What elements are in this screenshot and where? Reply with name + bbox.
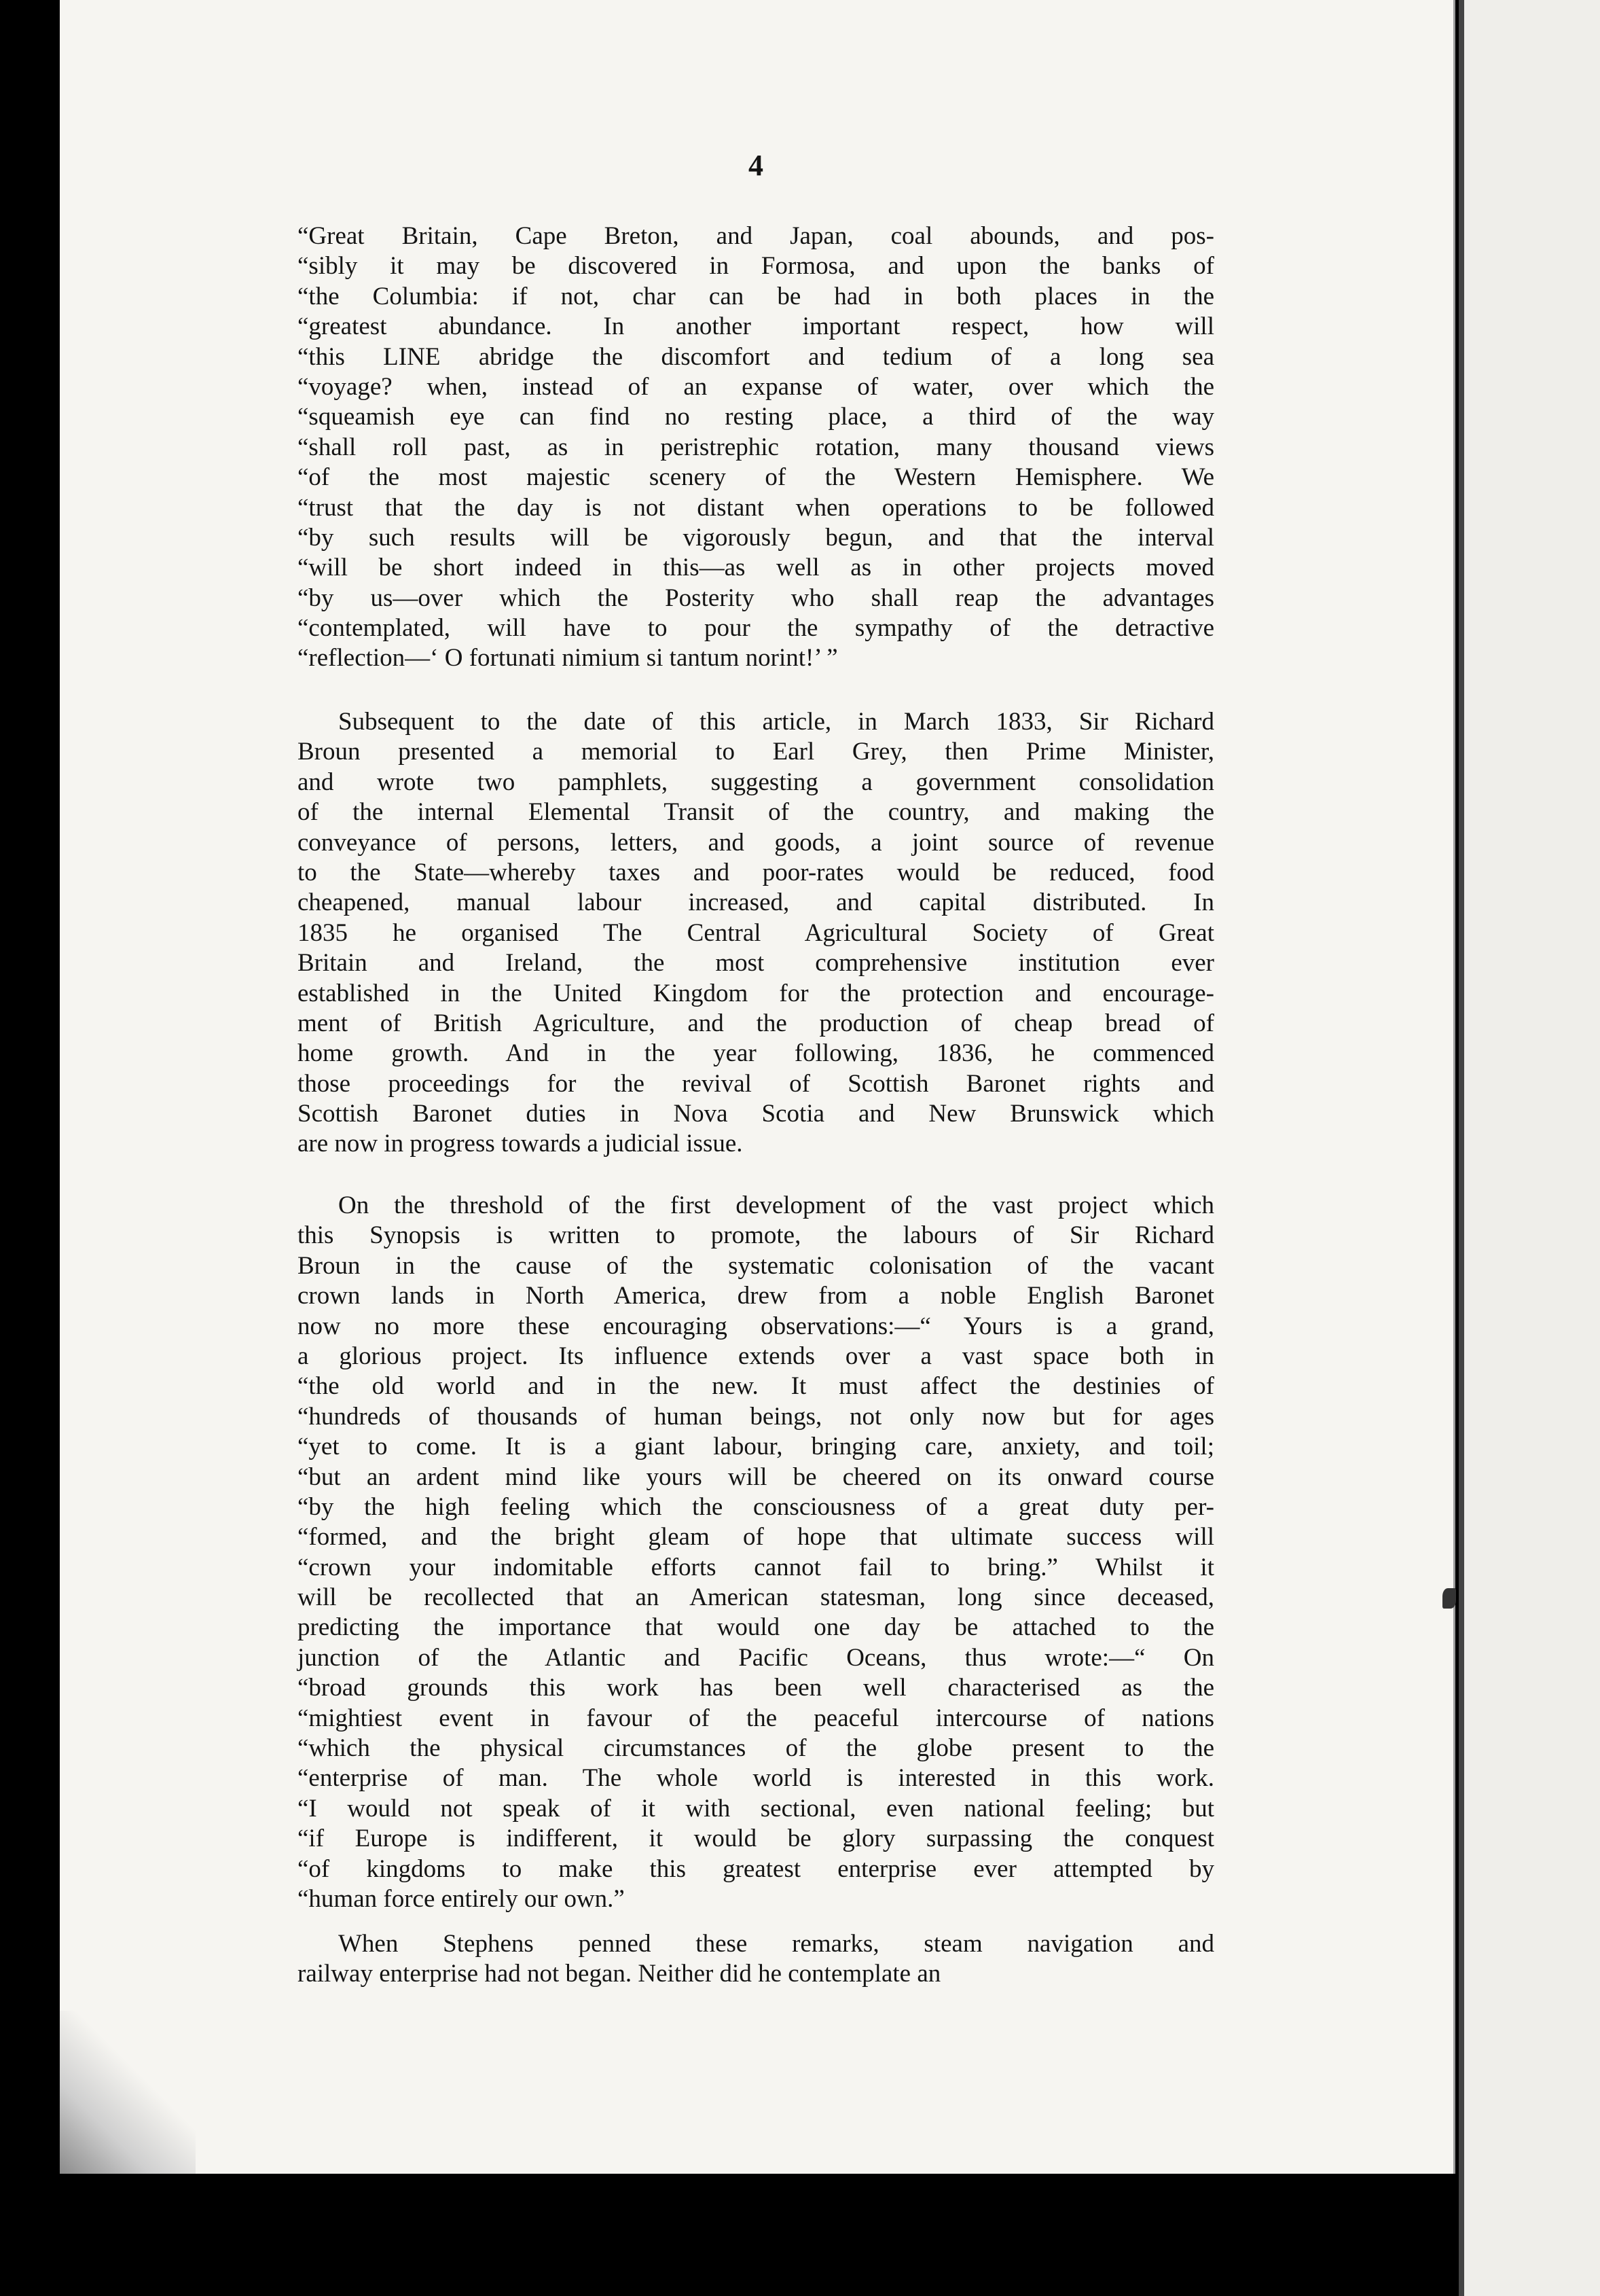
- text-line: “of the most majestic scenery of the Western Hemisphere. We: [297, 463, 1214, 492]
- text-line: those proceedings for the revival of Scottish Baronet rights and: [297, 1069, 1214, 1098]
- paragraph-subsequent: [297, 707, 1214, 1160]
- text-line: When Stephens penned these remarks, steam navigation and: [338, 1930, 1214, 1958]
- text-line: “if Europe is indifferent, it would be glory surpassing the conquest: [297, 1825, 1214, 1853]
- text-line: “by us—over which the Posterity who shall reap the advantages: [297, 584, 1214, 612]
- text-line: “by such results will be vigorously begun, and that the interval: [297, 523, 1214, 552]
- text-line: “will be short indeed in this—as well as in other projects moved: [297, 554, 1214, 582]
- text-line: “shall roll past, as in peristrephic rotation, many thousand views: [297, 433, 1214, 461]
- text-line: “the old world and in the new. It must affect the destinies of: [297, 1372, 1214, 1401]
- text-line: “yet to come. It is a giant labour, bringing care, anxiety, and toil;: [297, 1433, 1214, 1461]
- text-line: this Synopsis is written to promote, the labours of Sir Richard: [297, 1221, 1214, 1250]
- text-line: to the State—whereby taxes and poor-rates would be reduced, food: [297, 858, 1214, 886]
- page-corner-shadow: [60, 2011, 196, 2174]
- text-line: “formed, and the bright gleam of hope that ultimate success will: [297, 1523, 1214, 1551]
- text-line: “human force entirely our own.”: [297, 1884, 625, 1913]
- text-line: On the threshold of the first development of the vast project which: [338, 1191, 1214, 1219]
- text-line: “mightiest event in favour of the peaceful intercourse of nations: [297, 1704, 1214, 1732]
- text-line: predicting the importance that would one day be attached to the: [297, 1613, 1214, 1642]
- text-line: “Great Britain, Cape Breton, and Japan, coal abounds, and pos-: [297, 222, 1214, 250]
- text-line: “reflection—‘ O fortunati nimium si tantum norint!’ ”: [297, 644, 838, 672]
- text-line: “broad grounds this work has been well characterised as the: [297, 1674, 1214, 1702]
- text-line: “contemplated, will have to pour the sympathy of the detractive: [297, 614, 1214, 643]
- text-line: cheapened, manual labour increased, and capital distributed. In: [297, 889, 1214, 917]
- text-line: “by the high feeling which the consciousness of a great duty per-: [297, 1492, 1214, 1521]
- text-line: will be recollected that an American statesman, long since deceased,: [297, 1583, 1214, 1612]
- text-line: “but an ardent mind like yours will be cheered on its onward course: [297, 1463, 1214, 1491]
- page-number: 4: [748, 149, 763, 182]
- text-line: home growth. And in the year following, 1836, he commenced: [297, 1039, 1214, 1068]
- text-line: “of kingdoms to make this greatest enterprise ever attempted by: [297, 1854, 1214, 1883]
- text-line: of the internal Elemental Transit of the country, and making the: [297, 798, 1214, 827]
- text-line: and wrote two pamphlets, suggesting a government consolidation: [297, 768, 1214, 796]
- text-line: “I would not speak of it with sectional, even national feeling; but: [297, 1794, 1214, 1823]
- text-line: established in the United Kingdom for the protection and encourage-: [297, 979, 1214, 1007]
- text-line: “sibly it may be discovered in Formosa, and upon the banks of: [297, 252, 1214, 281]
- text-line: 1835 he organised The Central Agricultural Society of Great: [297, 918, 1214, 947]
- text-line: “this LINE abridge the discomfort and tedium of a long sea: [297, 342, 1214, 371]
- text-line: ment of British Agriculture, and the production of cheap bread of: [297, 1009, 1214, 1037]
- text-line: “enterprise of man. The whole world is interested in this work.: [297, 1764, 1214, 1793]
- text-line: a glorious project. Its influence extends over a vast space both in: [297, 1342, 1214, 1370]
- text-line: “the Columbia: if not, char can be had in both places in the: [297, 282, 1214, 310]
- text-line: Broun presented a memorial to Earl Grey, then Prime Minister,: [297, 738, 1214, 766]
- text-line: railway enterprise had not began. Neither did he contemplate an: [297, 1960, 941, 1988]
- text-line: are now in progress towards a judicial issue.: [297, 1130, 743, 1158]
- text-line: “trust that the day is not distant when operations to be followed: [297, 493, 1214, 522]
- text-line: “greatest abundance. In another important respect, how will: [297, 312, 1214, 341]
- adjacent-page-edge: [1459, 0, 1600, 2296]
- text-line: now no more these encouraging observations:—“ Yours is a grand,: [297, 1312, 1214, 1340]
- margin-ink-mark: [1442, 1588, 1456, 1609]
- text-line: conveyance of persons, letters, and goods, a joint source of revenue: [297, 828, 1214, 857]
- paragraph-threshold: [297, 1191, 1214, 1914]
- text-line: “voyage? when, instead of an expanse of water, over which the: [297, 372, 1214, 401]
- text-line: Scottish Baronet duties in Nova Scotia and New Brunswick which: [297, 1100, 1214, 1128]
- text-line: junction of the Atlantic and Pacific Oceans, thus wrote:—“ On: [297, 1643, 1214, 1672]
- text-line: “hundreds of thousands of human beings, not only now but for ages: [297, 1402, 1214, 1431]
- text-line: Broun in the cause of the systematic colonisation of the vacant: [297, 1251, 1214, 1280]
- text-line: crown lands in North America, drew from a noble English Baronet: [297, 1282, 1214, 1310]
- quoted-passage: [297, 221, 1214, 674]
- text-line: Britain and Ireland, the most comprehensive institution ever: [297, 949, 1214, 977]
- text-line: “which the physical circumstances of the globe present to the: [297, 1734, 1214, 1763]
- text-line: “squeamish eye can find no resting place, a third of the way: [297, 403, 1214, 431]
- text-line: “crown your indomitable efforts cannot fail to bring.” Whilst it: [297, 1553, 1214, 1581]
- text-line: Subsequent to the date of this article, in March 1833, Sir Richard: [338, 708, 1214, 736]
- paragraph-stephens: [297, 1929, 1214, 1990]
